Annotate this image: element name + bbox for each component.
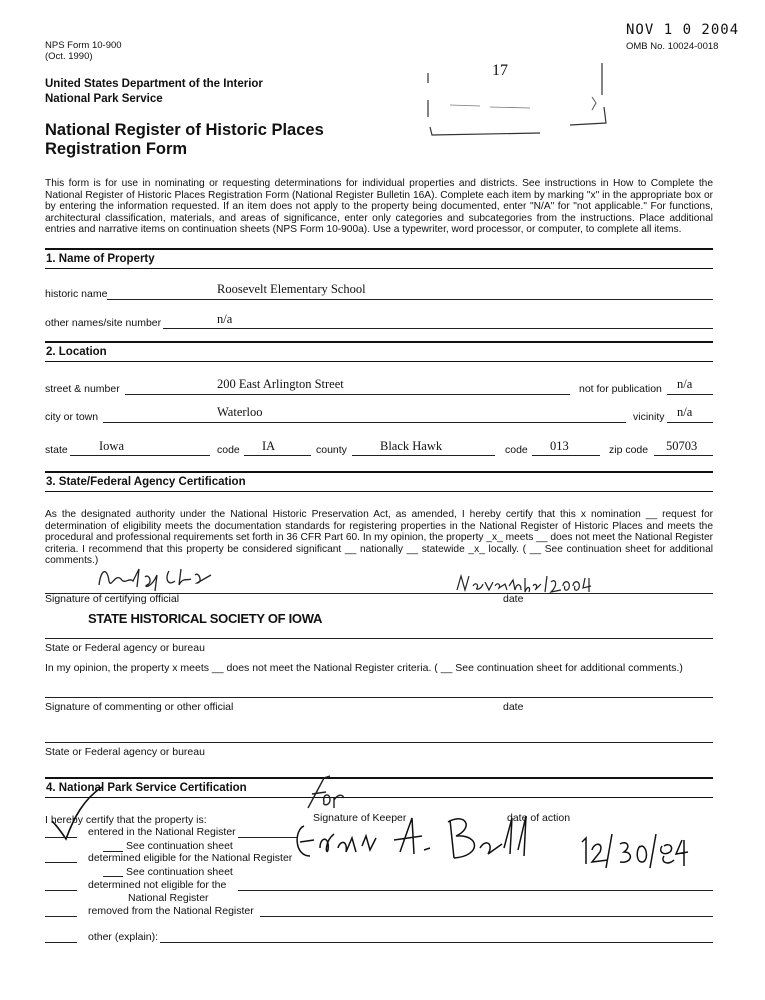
form-title: National Register of Historic Places	[45, 121, 324, 139]
other-names-label: other names/site number	[45, 317, 162, 329]
agency-line-2	[45, 742, 713, 743]
county-value[interactable]: Black Hawk	[380, 439, 443, 453]
city-value[interactable]: Waterloo	[217, 405, 263, 419]
action-date-value	[650, 838, 651, 839]
certifying-official-signature	[95, 563, 235, 595]
street-label: street & number	[45, 383, 120, 395]
section-rule	[45, 471, 713, 473]
county-line	[352, 455, 495, 456]
section2-heading: 2. Location	[46, 346, 107, 358]
other-names-line	[163, 328, 713, 329]
vicinity-line	[667, 422, 713, 423]
option-not-eligible-line1: determined not eligible for the	[88, 879, 227, 891]
state-agency-stamp: STATE HISTORICAL SOCIETY OF IOWA	[88, 611, 323, 626]
county-code-value[interactable]: 013	[550, 439, 569, 453]
see-continuation-1: See continuation sheet	[126, 840, 233, 852]
section-rule	[45, 777, 713, 779]
agency-label-2: State or Federal agency or bureau	[45, 746, 205, 758]
action-date-label: date of action	[507, 812, 571, 824]
not-for-publication-value[interactable]: n/a	[677, 377, 693, 391]
opinion-text: In my opinion, the property x meets __ does not meet the National Register criteria. ( __ See continuation sheet for additional comments.)	[45, 662, 683, 674]
state-line	[70, 455, 210, 456]
historic-name-line	[107, 299, 713, 300]
section-rule	[45, 361, 713, 362]
certification-date-value	[440, 568, 441, 569]
agency-label: State or Federal agency or bureau	[45, 642, 205, 654]
section1-heading: 1. Name of Property	[46, 253, 155, 265]
section3-heading: 3. State/Federal Agency Certification	[46, 476, 246, 488]
option-not-eligible-line2: National Register	[128, 892, 209, 904]
form-subtitle: Registration Form	[45, 140, 188, 158]
received-date-stamp: NOV 1 0 2004	[626, 22, 740, 38]
section4-heading: 4. National Park Service Certification	[46, 782, 247, 794]
service-name: National Park Service	[45, 93, 163, 105]
omb-number: OMB No. 10024-0018	[626, 41, 719, 52]
date-label: date	[503, 593, 524, 605]
zip-line	[654, 455, 713, 456]
option-other: other (explain):	[88, 931, 159, 943]
certification-text: As the designated authority under the National Historic Preservation Act, as amended, I hereby certify that this x nomination __ request for determination of eligibility meets the documentation standards for registering properties in the National Register of Historic Places and meets the procedural and professional requirements set forth in 36 CFR Part 60. In my opinion, the property _x_ meets __ does not meet the National Register criteria. I recommend that this property be considered significant __ nationally __ statewide _x_ locally. ( __ See continuation sheet for additional comments.)	[45, 509, 713, 567]
street-value[interactable]: 200 East Arlington Street	[217, 377, 344, 391]
option-removed: removed from the National Register	[88, 905, 254, 917]
other-names-value[interactable]: n/a	[217, 312, 233, 326]
instructions: This form is for use in nominating or requesting determinations for individual properties and districts. See instructions in How to Complete the National Register of Historic Places Registration Form (National Register Bulletin 16A). Complete each item by marking "x" in the appropriate box or by entering the information requested. If an item does not apply to the property being documented, enter "N/A" for "not applicable." For functions, architectural classification, materials, and areas of significance, enter only categories and subcategories from the instructions. Place additional entries and narrative items on continuation sheets (NPS Form 10-900a). Use a typewriter, word processor, or computer, to complete all items.	[45, 178, 713, 236]
commenting-signature-label: Signature of commenting or other official	[45, 701, 234, 713]
county-code-label: code	[505, 444, 528, 456]
section-rule	[45, 248, 713, 250]
option-entered: entered in the National Register	[88, 826, 236, 838]
state-code-line	[244, 455, 311, 456]
form-number: NPS Form 10-900	[45, 40, 122, 51]
certification-date-handwritten	[455, 572, 595, 598]
checkbox-entered[interactable]	[45, 837, 77, 838]
checkbox-other[interactable]	[45, 942, 77, 943]
county-code-line	[532, 455, 600, 456]
commenting-date-label: date	[503, 701, 524, 713]
stamp-box-number: 17	[492, 62, 508, 79]
not-for-publication-label: not for publication	[579, 383, 662, 395]
vicinity-label: vicinity	[633, 411, 665, 423]
zip-label: zip code	[609, 444, 649, 456]
checkbox-removed[interactable]	[45, 916, 77, 917]
checkbox-eligible[interactable]	[45, 862, 77, 863]
street-line	[125, 394, 570, 395]
zip-value[interactable]: 50703	[666, 439, 698, 453]
keeper-label: Signature of Keeper	[313, 812, 407, 824]
entered-signature-line	[238, 837, 298, 838]
not-for-publication-line	[667, 394, 713, 395]
city-line	[103, 422, 626, 423]
agency-line	[45, 638, 713, 639]
section-rule	[45, 341, 713, 343]
keeper-signature	[290, 812, 560, 872]
section-rule	[45, 491, 713, 492]
for-annotation-handwritten	[298, 774, 358, 814]
receipt-stamp-box	[420, 55, 620, 140]
historic-name-value[interactable]: Roosevelt Elementary School	[217, 282, 366, 296]
state-value[interactable]: Iowa	[99, 439, 124, 453]
historic-name-label: historic name	[45, 288, 108, 300]
checkbox-not-eligible[interactable]	[45, 890, 77, 891]
state-label: state	[45, 444, 68, 456]
county-label: county	[316, 444, 347, 456]
action-date-handwritten	[578, 830, 698, 870]
nps-certify-intro: I hereby certify that the property is:	[45, 814, 207, 826]
see-continuation-2: See continuation sheet	[126, 866, 233, 878]
department-name: United States Department of the Interior	[45, 78, 263, 90]
commenting-signature-line	[45, 697, 713, 698]
state-code-value[interactable]: IA	[262, 439, 276, 453]
option-eligible: determined eligible for the National Register	[88, 852, 293, 864]
state-code-label: code	[217, 444, 240, 456]
not-eligible-line	[238, 890, 713, 891]
section-rule	[45, 268, 713, 269]
checkbox-see-continuation-2[interactable]	[103, 876, 123, 877]
section-rule	[45, 797, 713, 798]
signature-label: Signature of certifying official	[45, 593, 180, 605]
other-explain-line[interactable]	[160, 942, 713, 943]
form-edition: (Oct. 1990)	[45, 51, 93, 62]
vicinity-value[interactable]: n/a	[677, 405, 693, 419]
removed-line	[260, 916, 713, 917]
city-label: city or town	[45, 411, 99, 423]
